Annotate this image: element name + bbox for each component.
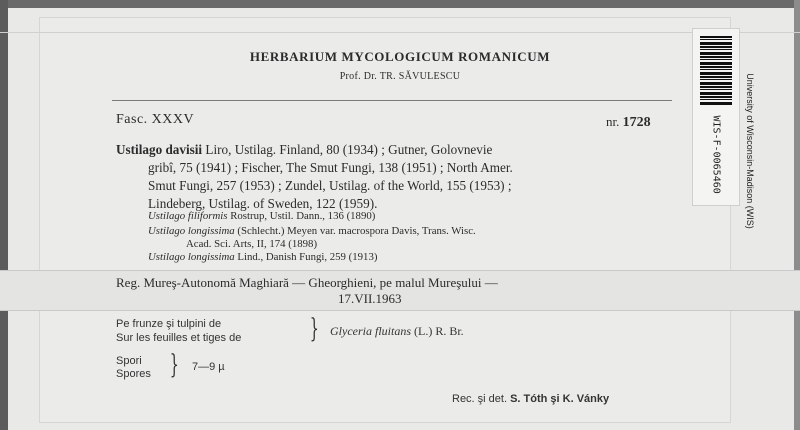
synonym-name: Ustilago longissima — [148, 251, 235, 263]
host-label-ro: Pe frunze şi tulpini de — [116, 318, 222, 330]
spore-size: 7—9 µ — [192, 361, 225, 373]
number-prefix: nr. — [606, 114, 620, 129]
brace-icon: } — [309, 314, 319, 344]
number-value: 1728 — [622, 115, 651, 130]
strip-top-line — [0, 270, 800, 271]
synonym-continuation: Acad. Sci. Arts, II, 174 (1898) — [186, 238, 318, 250]
herbarium-title: HERBARIUM MYCOLOGICUM ROMANICUM — [249, 49, 551, 64]
synonym-row — [148, 225, 476, 238]
fold-line — [0, 32, 800, 33]
host-name: Glyceria fluitans — [330, 324, 411, 338]
synonym-name: Ustilago filiformis — [148, 210, 228, 222]
institution-name: University of Wisconsin-Madison (WIS) — [745, 73, 755, 229]
collection-date: 17.VII.1963 — [338, 291, 402, 306]
host-author: (L.) R. Br. — [411, 324, 464, 338]
specimen-number — [606, 114, 651, 131]
species-name: Ustilago davisii — [116, 142, 203, 157]
species-line-3: Smut Fungi, 257 (1953) ; Zundel, Ustilag. of the World, 155 (1953) ; — [148, 178, 512, 193]
host-species — [330, 325, 464, 338]
species-line-4: Lindeberg, Ustilag. of Sweden, 122 (1959). — [148, 196, 378, 211]
synonym-row — [148, 210, 375, 223]
professor-name: Prof. Dr. TR. SĂVULESCU — [339, 71, 461, 82]
synonym-row — [148, 251, 377, 264]
synonym-citation: Lind., Danish Fungi, 259 (1913) — [234, 251, 378, 263]
collectors — [452, 393, 609, 406]
species-line-1 — [116, 142, 492, 158]
synonym-name: Ustilago longissima — [148, 225, 235, 237]
collectors-prefix: Rec. şi det. — [452, 393, 508, 405]
synonym-citation: (Schlecht.) Meyen var. macrospora Davis, Trans. Wisc. — [234, 225, 476, 237]
fascicle-label: Fasc. XXXV — [116, 112, 195, 127]
spores-label-fr: Spores — [116, 368, 151, 380]
barcode-icon — [700, 36, 732, 106]
species-line-2: gribî, 75 (1941) ; Fischer, The Smut Fungi, 138 (1951) ; North Amer. — [148, 160, 513, 175]
brace-icon: } — [169, 350, 179, 380]
host-label-fr: Sur les feuilles et tiges de — [116, 332, 242, 344]
locality-text: Reg. Mureş-Autonomă Maghiară — Gheorghieni, pe malul Mureşului — — [116, 275, 498, 290]
sheet-top-edge — [0, 0, 800, 8]
barcode-id: WIS-F-0065460 — [710, 115, 722, 194]
collectors-names: S. Tóth şi K. Vánky — [510, 393, 610, 405]
spores-label-ro: Spori — [116, 355, 142, 367]
header-rule — [112, 100, 672, 101]
synonym-citation: Rostrup, Ustil. Dann., 136 (1890) — [227, 210, 376, 222]
species-citation: Liro, Ustilag. Finland, 80 (1934) ; Gutner, Golovnevie — [202, 142, 493, 157]
strip-bottom-line — [0, 310, 800, 311]
